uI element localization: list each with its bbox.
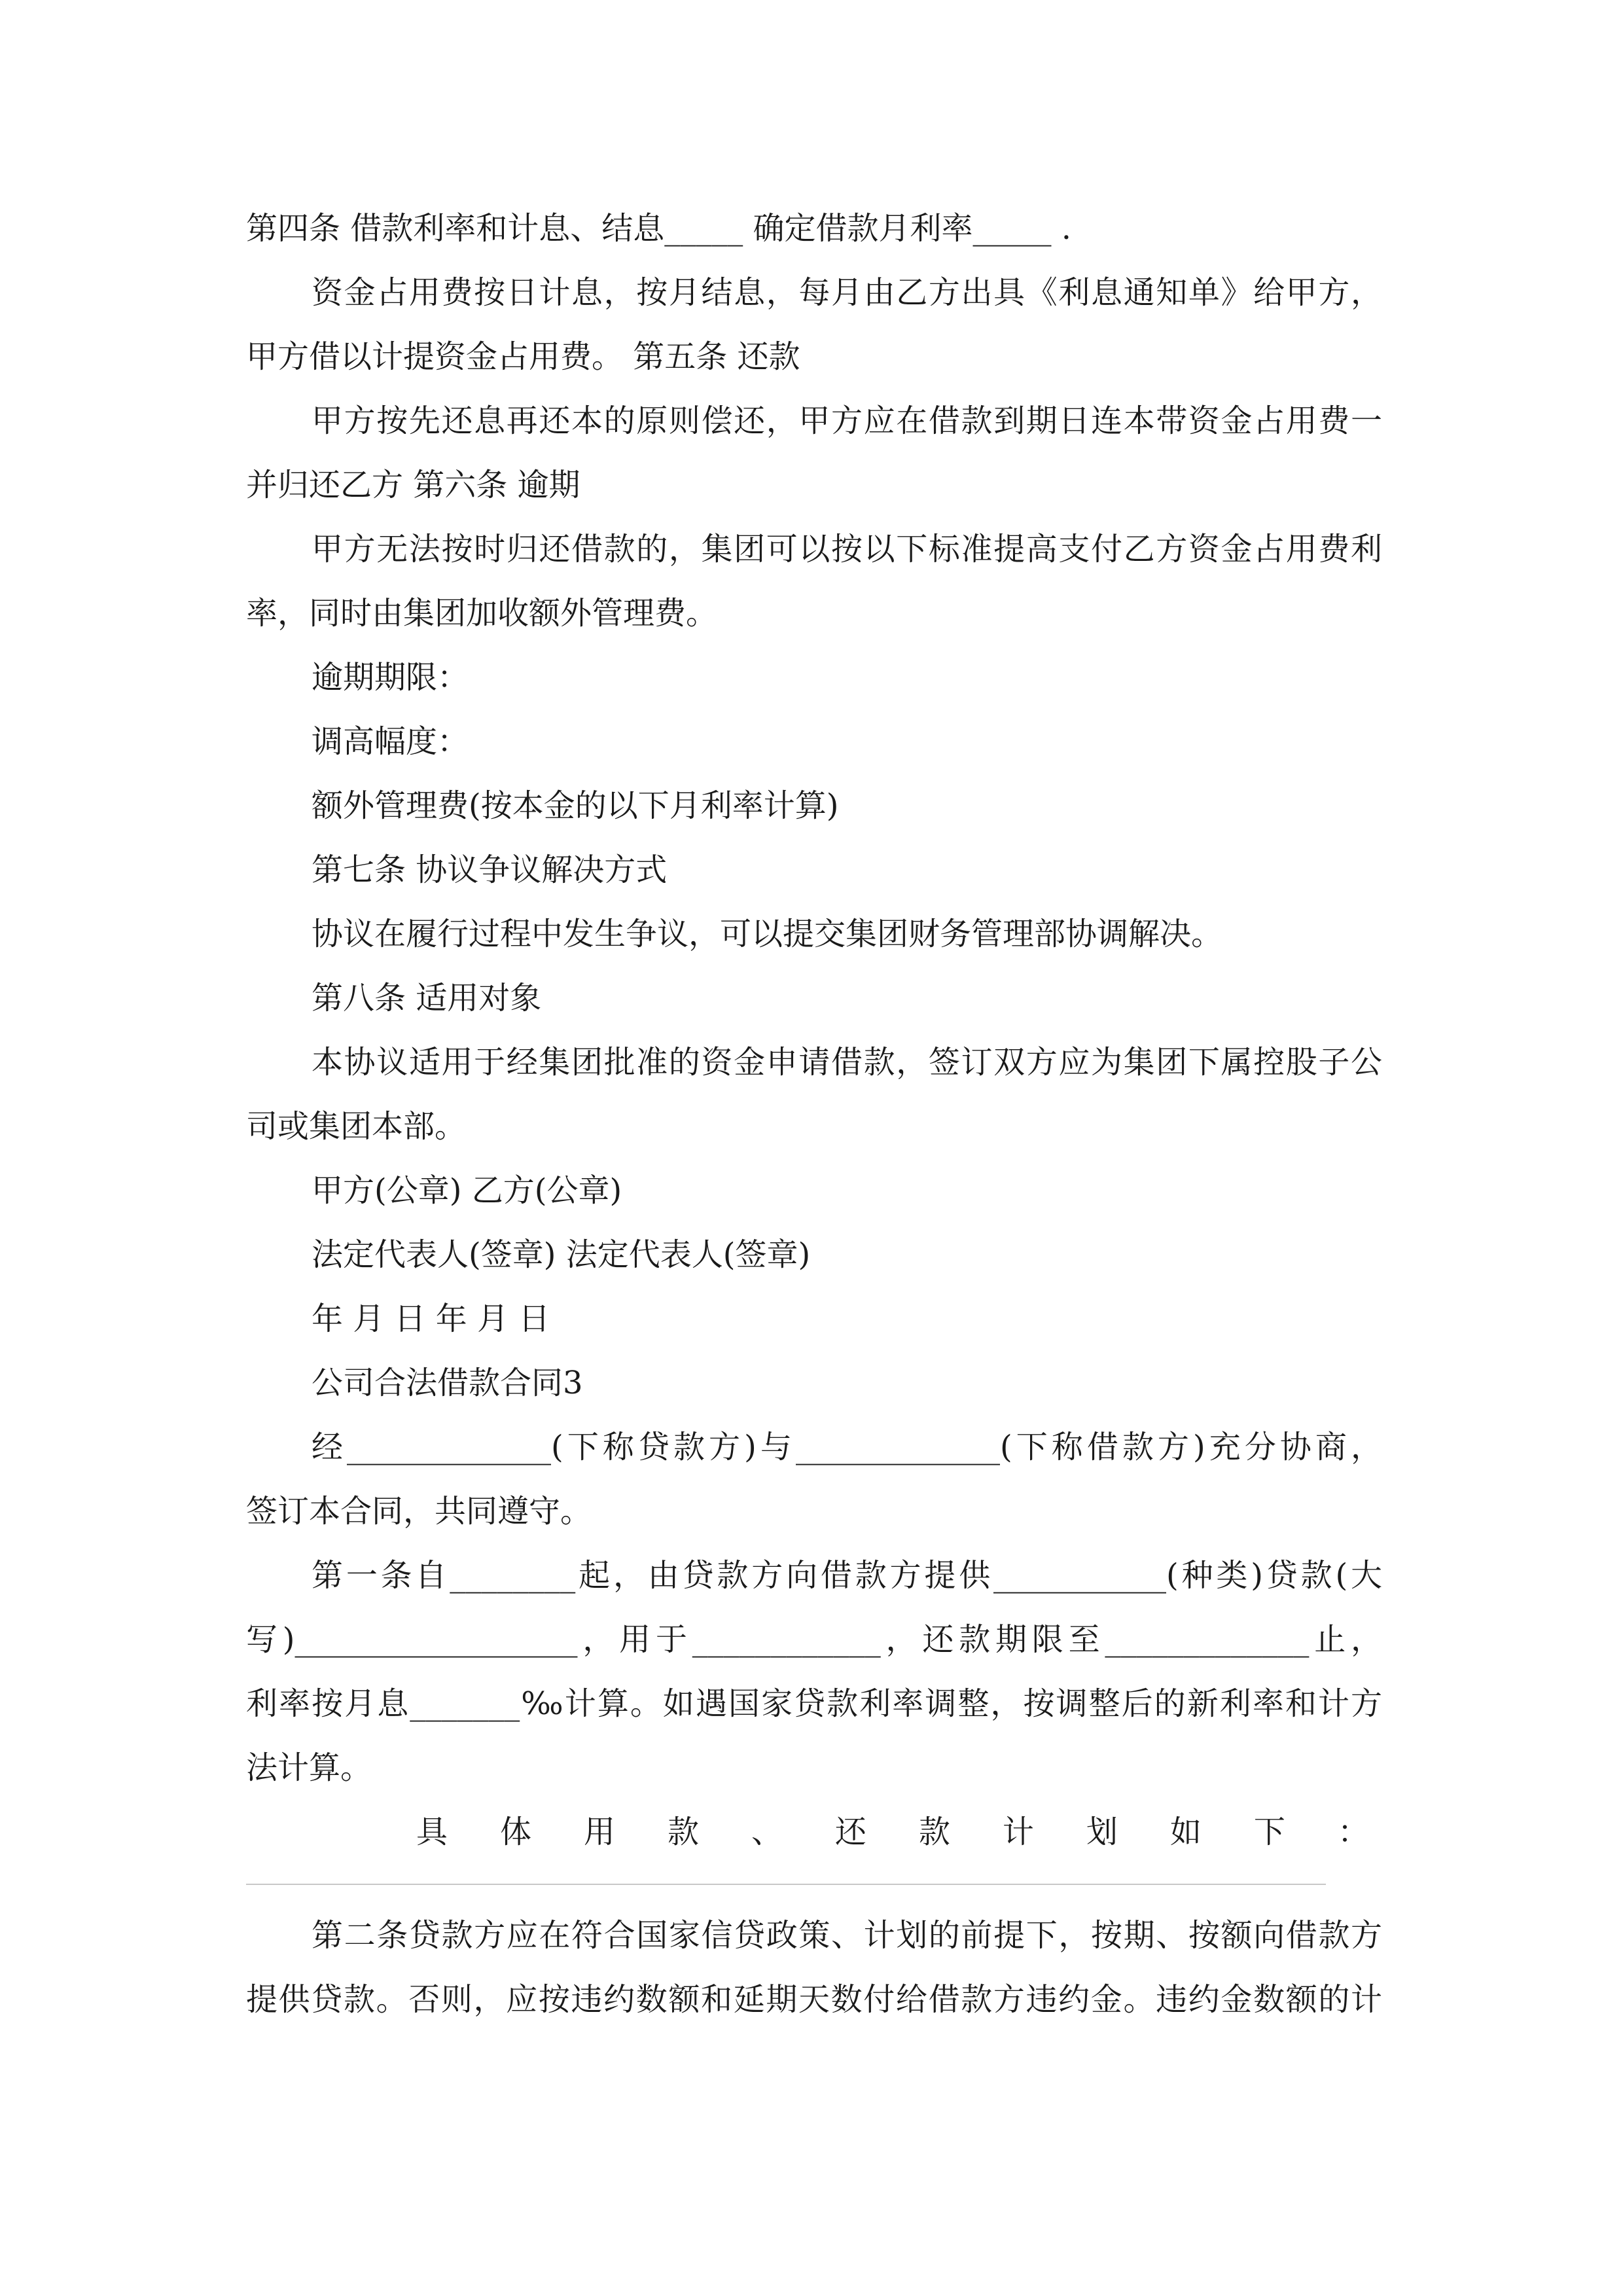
seal-line: 甲方(公章) 乙方(公章) <box>312 1172 622 1209</box>
overdue-period-label: 逾期期限： <box>312 659 469 696</box>
spread-char: 还 <box>834 1814 866 1850</box>
date-line: 年 月 日 年 月 日 <box>312 1300 550 1337</box>
spread-char: 款 <box>667 1814 699 1850</box>
paragraph-line: 甲方借以计提资金占用费。 第五条 还款 <box>246 338 800 375</box>
paragraph-line: 法计算。 <box>246 1749 372 1786</box>
spread-char: 体 <box>499 1814 531 1850</box>
article-4-heading: 第四条 借款利率和计息、结息_____ 确定借款月利率_____ . <box>246 210 1072 247</box>
spread-char: 划 <box>1086 1814 1118 1850</box>
article-2-line: 第二条贷款方应在符合国家信贷政策、计划的前提下，按期、按额向借款方 <box>312 1917 1382 1954</box>
spread-char: 款 <box>918 1814 950 1850</box>
paragraph-line: 经_____________(下称贷款方)与_____________(下称借款方)充分协商， <box>312 1429 1382 1465</box>
paragraph-line: 资金占用费按日计息，按月结息，每月由乙方出具《利息通知单》给甲方， <box>312 274 1382 311</box>
paragraph-line: 写)__________________，用于____________，还款期限至_____________止， <box>246 1621 1382 1658</box>
spread-char: 下 <box>1253 1814 1285 1850</box>
paragraph-line: 本协议适用于经集团批准的资金申请借款，签订双方应为集团下属控股子公 <box>312 1044 1382 1081</box>
paragraph-line: 甲方无法按时归还借款的，集团可以按以下标准提高支付乙方资金占用费利 <box>312 531 1382 567</box>
document-page <box>246 196 1382 2032</box>
paragraph-line: 签订本合同，共同遵守。 <box>246 1493 592 1530</box>
rate-increase-label: 调高幅度： <box>312 723 469 760</box>
article-1-line: 第一条自________起，由贷款方向借款方提供___________(种类)贷款(大 <box>312 1557 1382 1594</box>
spread-char: 具 <box>416 1814 448 1850</box>
spread-char: 计 <box>1002 1814 1034 1850</box>
paragraph-line: 率，同时由集团加收额外管理费。 <box>246 595 718 632</box>
signature-line: 法定代表人(签章) 法定代表人(签章) <box>312 1236 811 1273</box>
paragraph-line: 协议在履行过程中发生争议，可以提交集团财务管理部协调解决。 <box>312 916 1223 952</box>
paragraph-line: 并归还乙方 第六条 逾期 <box>246 467 580 503</box>
article-7-heading: 第七条 协议争议解决方式 <box>312 852 668 888</box>
spread-char: 如 <box>1169 1814 1202 1850</box>
contract-title: 公司合法借款合同3 <box>312 1365 583 1401</box>
paragraph-line: 利率按月息_______‰计算。如遇国家贷款利率调整，按调整后的新利率和计方 <box>246 1685 1382 1722</box>
spread-char: 用 <box>583 1814 615 1850</box>
paragraph-line: 提供贷款。否则，应按违约数额和延期天数付给借款方违约金。违约金数额的计 <box>246 1981 1382 2018</box>
spread-char: ： <box>1337 1814 1369 1850</box>
repayment-plan-heading <box>246 1800 1382 1864</box>
horizontal-rule <box>246 1884 1326 1885</box>
paragraph-line: 司或集团本部。 <box>246 1108 467 1145</box>
paragraph-line: 甲方按先还息再还本的原则偿还，甲方应在借款到期日连本带资金占用费一 <box>312 403 1382 439</box>
article-8-heading: 第八条 适用对象 <box>312 980 542 1016</box>
spread-char: 、 <box>751 1814 783 1850</box>
extra-fee-label: 额外管理费(按本金的以下月利率计算) <box>312 787 839 824</box>
